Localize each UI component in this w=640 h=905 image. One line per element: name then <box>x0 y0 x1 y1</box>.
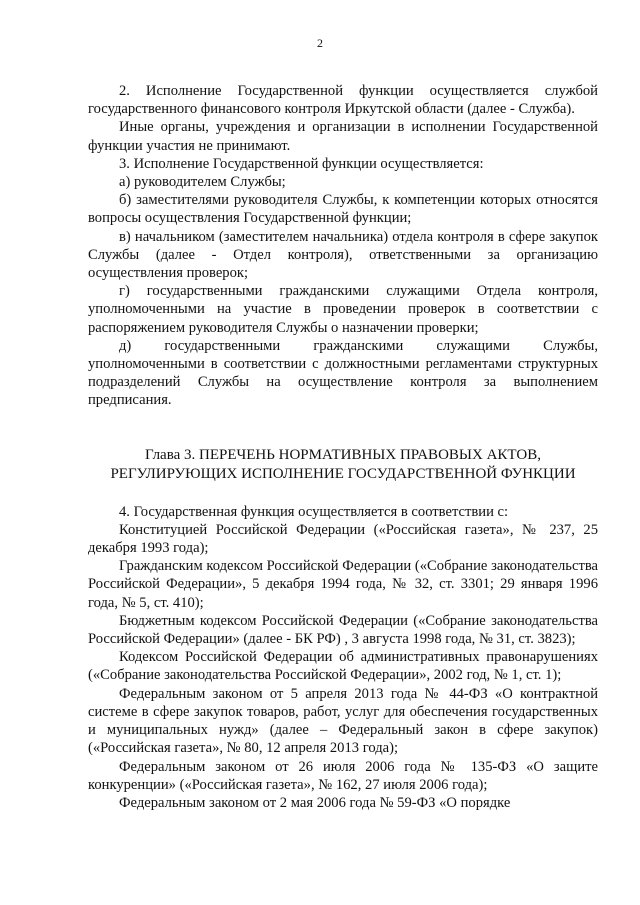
chapter-title-line-2: РЕГУЛИРУЮЩИХ ИСПОЛНЕНИЕ ГОСУДАРСТВЕННОЙ ФУНКЦИИ <box>110 465 576 482</box>
law-budget-code: Бюджетным кодексом Российской Федерации («Собрание законодательства Российской Федерации» (далее - БК РФ) , 3 августа 1998 года, № 31, ст. 3823); <box>88 612 598 648</box>
paragraph-item-3: 3. Исполнение Государственной функции осуществляется: <box>119 155 484 172</box>
law-constitution: Конституцией Российской Федерации («Российская газета», № 237, 25 декабря 1993 года); <box>88 521 598 557</box>
law-44-fz: Федеральным законом от 5 апреля 2013 года № 44-ФЗ «О контрактной системе в сфере закупок товаров, работ, услуг для обеспечения государственных и муниципальных нужд» (далее – Федеральный закон в сфере закупок) («Российская газета», № 80, 12 апреля 2013 года); <box>88 685 598 757</box>
list-item-b: б) заместителями руководителя Службы, к компетенции которых относятся вопросы осуществления Государственной функции; <box>88 192 598 227</box>
list-item-g: г) государственными гражданскими служащими Отдела контроля, уполномоченными на участие в проведении проверок в соответствии с распоряжением руководителя Службы о назначении проверки; <box>88 283 598 336</box>
document-body <box>88 82 598 812</box>
chapter-title-line-1: Глава 3. ПЕРЕЧЕНЬ НОРМАТИВНЫХ ПРАВОВЫХ АКТОВ, <box>145 446 541 463</box>
list-item-d: д) государственными гражданскими служащими Службы, уполномоченными в соответствии с должностными регламентами структурных подразделений Службы на осуществление контроля за выполнением предписания. <box>88 337 598 409</box>
chapter-heading <box>88 446 598 484</box>
law-135-fz: Федеральным законом от 26 июля 2006 года № 135-ФЗ «О защите конкуренции» («Российская газета», № 162, 27 июля 2006 года); <box>88 758 598 793</box>
law-civil-code: Гражданским кодексом Российской Федерации («Собрание законодательства Российской Федерации», 5 декабря 1994 года, № 32, ст. 3301; 29 января 1996 года, № 5, ст. 410); <box>88 558 598 611</box>
law-administrative-code: Кодексом Российской Федерации об административных правонарушениях («Собрание законодательства Российской Федерации», 2002 год, № 1, ст. 1); <box>88 649 598 684</box>
list-item-a: а) руководителем Службы; <box>119 174 286 191</box>
paragraph-other-bodies: Иные органы, учреждения и организации в исполнении Государственной функции участия не принимают. <box>88 119 598 154</box>
paragraph-item-4: 4. Государственная функция осуществляется в соответствии с: <box>119 503 509 520</box>
law-59-fz: Федеральным законом от 2 мая 2006 года № 59-ФЗ «О порядке <box>119 794 511 811</box>
list-item-v: в) начальником (заместителем начальника) отдела контроля в сфере закупок Службы (далее - Отдел контроля), ответственными за организацию осуществления проверок; <box>88 228 598 282</box>
paragraph-item-2: 2. Исполнение Государственной функции осуществляется службой государственного финансового контроля Иркутской области (далее - Служба). <box>88 83 598 118</box>
page-number: 2 <box>317 36 323 50</box>
